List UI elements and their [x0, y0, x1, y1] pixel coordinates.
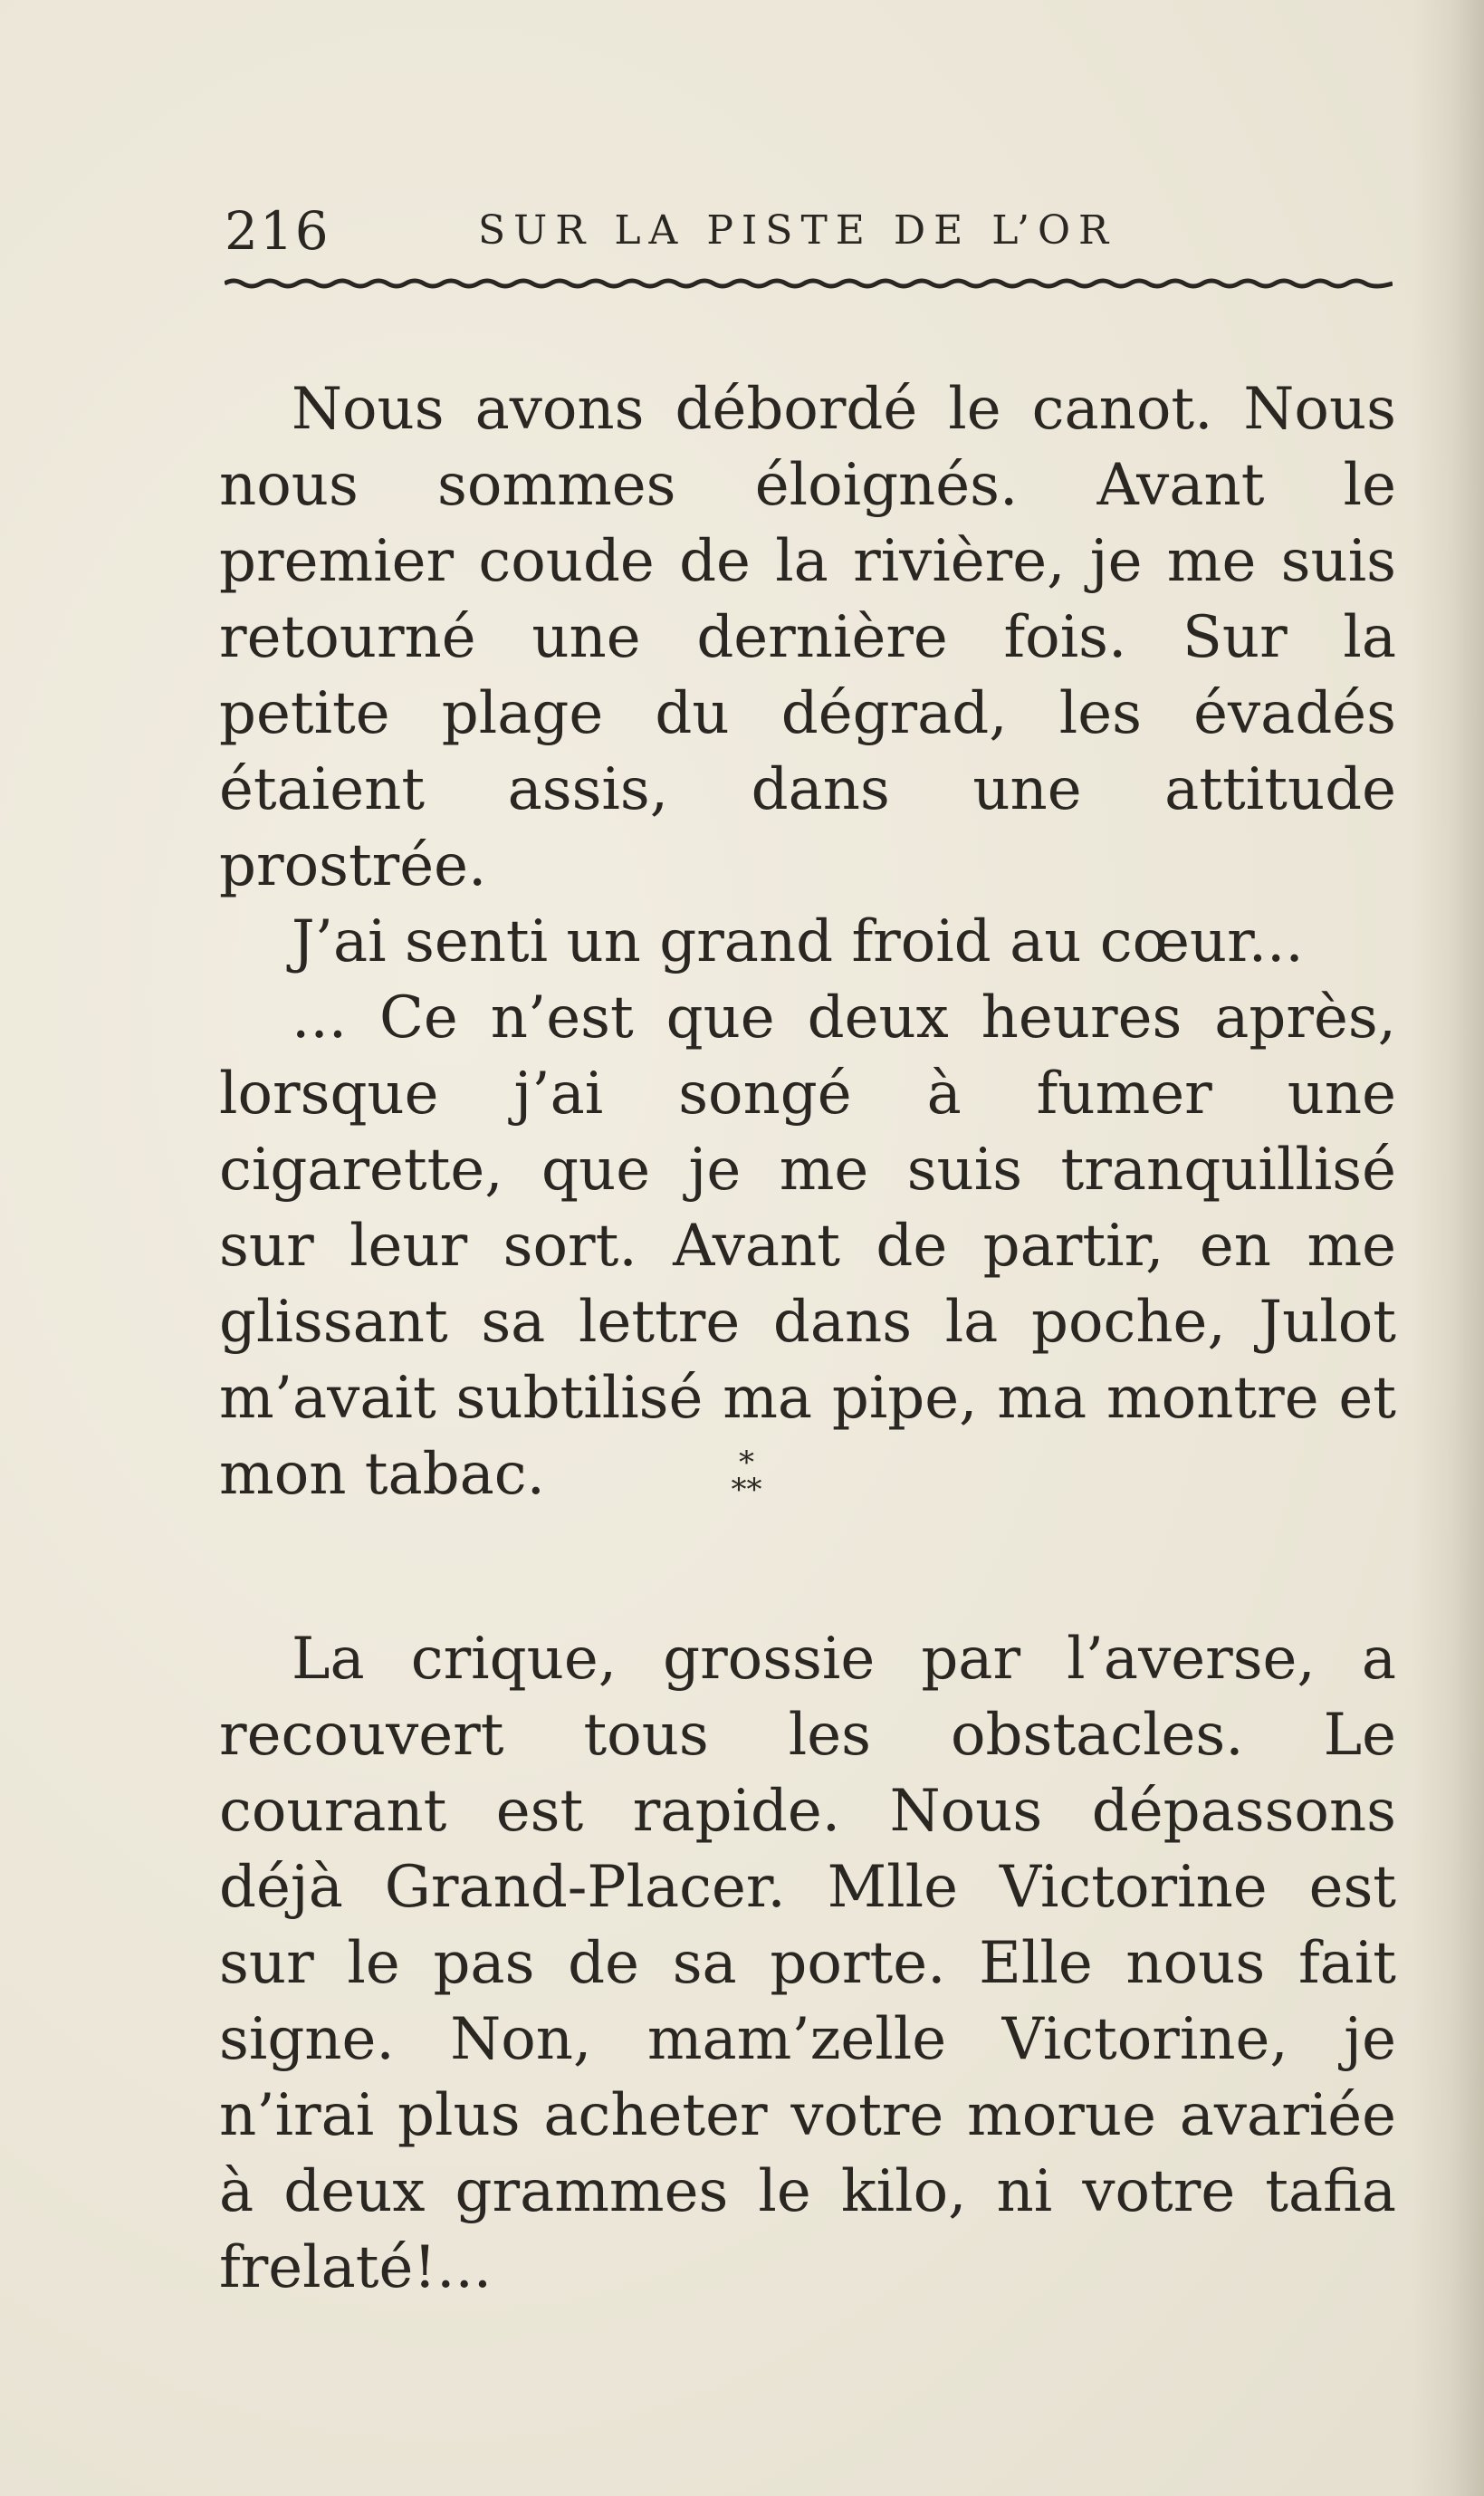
paragraph: Nous avons débordé le canot. Nous nous sommes éloignés. Avant le premier coude de la rivière, je me suis retourné une dernière fois. Sur la petite plage du dégrad, les évadés étaient assis, dans une attitude prostrée. [219, 376, 1396, 899]
paragraph: La crique, grossie par l’averse, a recouvert tous les obstacles. Le courant est rapide. Nous dépassons déjà Grand-Placer. Mlle Victorine est sur le pas de sa porte. Elle nous fait signe. Non, mam’zelle Victorine, je n’irai plus acheter votre morue avariée à deux grammes le kilo, ni votre tafia frelaté!... [219, 1626, 1396, 2301]
asterism-top: * [739, 1445, 754, 1481]
asterism-bottom: ** [731, 1472, 762, 1508]
running-title: SUR LA PISTE DE L’OR [478, 207, 1117, 254]
page-edge-shadow [1412, 0, 1484, 2496]
text-block-1 [219, 371, 1396, 1512]
running-header [225, 190, 1393, 272]
decorative-header-rule [225, 277, 1393, 290]
paragraph: ... Ce n’est que deux heures après, lorsque j’ai songé à fumer une cigarette, que je me suis tranquillisé sur leur sort. Avant de partir, en me glissant sa lettre dans la poche, Julot m’avait subtilisé ma pipe, ma montre et mon tabac. [219, 984, 1396, 1508]
section-separator-asterism [0, 1445, 1484, 1522]
page-number: 216 [225, 200, 330, 262]
text-block-2 [219, 1621, 1396, 2306]
paragraph: J’ai senti un grand froid au cœur... [292, 908, 1304, 975]
